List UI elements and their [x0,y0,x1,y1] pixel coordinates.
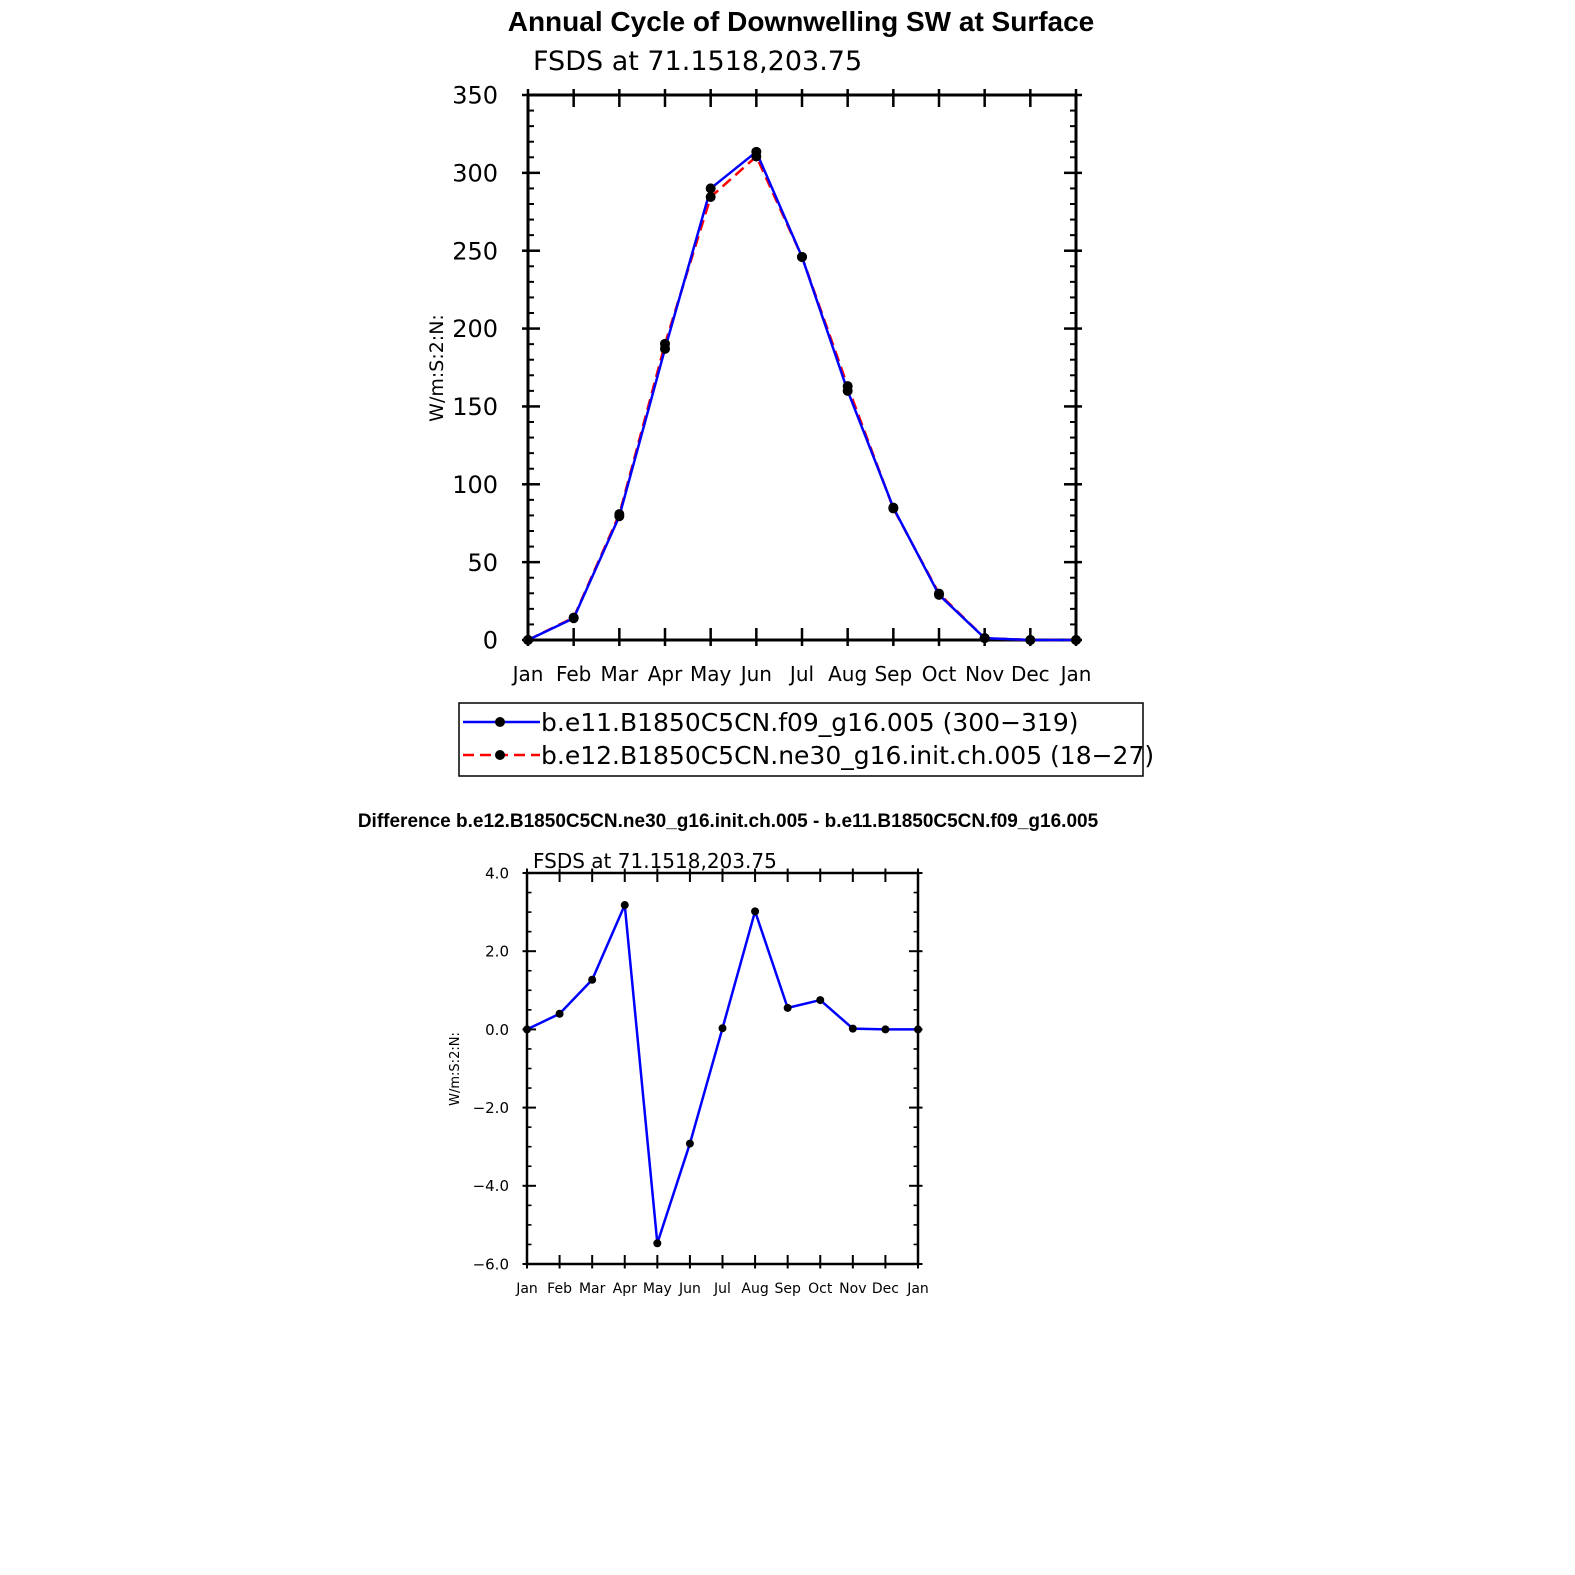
series-line [527,905,918,1243]
x-tick-label: Sep [874,662,913,686]
y-tick-label: 100 [452,470,498,499]
y-tick-label: −4.0 [472,1177,509,1196]
y-tick-label: 50 [467,548,498,577]
y-tick-label: 150 [452,393,498,422]
x-tick-label: Oct [808,1281,833,1297]
difference-chart-title: Difference b.e12.B1850C5CN.ne30_g16.init.ch.005 - b.e11.B1850C5CN.f09_g16.005 [357,811,1099,832]
data-point [816,996,824,1004]
x-tick-label: Dec [1010,662,1050,686]
y-axis-label: W/m:S:2:N: [426,314,448,422]
x-tick-label: Jan [516,1281,538,1297]
x-tick-label: Feb [555,662,592,686]
chart-title: Annual Cycle of Downwelling SW at Surface [507,6,1095,37]
y-tick-label: 300 [452,159,498,188]
x-tick-label: Jan [1060,662,1092,686]
x-tick-label: Jul [714,1281,731,1297]
data-point [653,1239,661,1247]
plot-frame [527,873,918,1264]
x-tick-label: Sep [774,1281,801,1297]
legend-label: b.e12.B1850C5CN.ne30_g16.init.ch.005 (18−27) [541,741,1155,770]
x-tick-label: Apr [612,1281,637,1297]
data-point [621,901,629,909]
data-point [914,1025,922,1033]
y-tick-label: 0 [482,626,498,655]
data-point [523,1025,531,1033]
data-point [556,1010,564,1018]
y-tick-label: 2.0 [485,942,509,961]
x-tick-label: Jul [789,662,815,686]
x-tick-label: May [642,1281,672,1297]
x-tick-label: Oct [921,662,957,686]
y-tick-label: −6.0 [472,1255,509,1274]
data-point [588,976,596,984]
difference-chart-subtitle: FSDS at 71.1518,203.75 [533,849,777,873]
y-tick-label: −2.0 [472,1099,509,1117]
x-tick-label: Nov [839,1281,867,1297]
x-tick-label: Dec [871,1281,899,1297]
legend-label: b.e11.B1850C5CN.f09_g16.005 (300−319) [541,708,1079,737]
x-tick-label: Nov [965,662,1005,686]
x-tick-label: Mar [600,662,639,686]
data-point [751,907,759,915]
data-point [849,1025,857,1033]
x-tick-label: Aug [741,1281,769,1297]
y-tick-label: 200 [452,315,498,344]
y-tick-label: 250 [452,237,498,266]
x-tick-label: Feb [547,1281,572,1297]
x-tick-label: May [689,662,732,686]
y-axis-label: W/m:S:2:N: [448,1032,463,1106]
x-tick-label: Jan [512,662,544,686]
y-tick-label: 4.0 [485,864,509,883]
x-tick-label: Aug [828,662,868,686]
data-point [881,1025,889,1033]
data-point [784,1004,792,1012]
x-tick-label: Jun [740,662,772,686]
y-tick-label: 350 [452,81,498,110]
data-point [719,1024,727,1032]
data-point [686,1140,694,1148]
x-tick-label: Jun [678,1281,701,1297]
x-tick-label: Apr [647,662,683,686]
chart-subtitle: FSDS at 71.1518,203.75 [533,46,863,77]
y-tick-label: 0.0 [485,1020,509,1039]
x-tick-label: Mar [578,1281,606,1297]
x-tick-label: Jan [907,1281,929,1297]
